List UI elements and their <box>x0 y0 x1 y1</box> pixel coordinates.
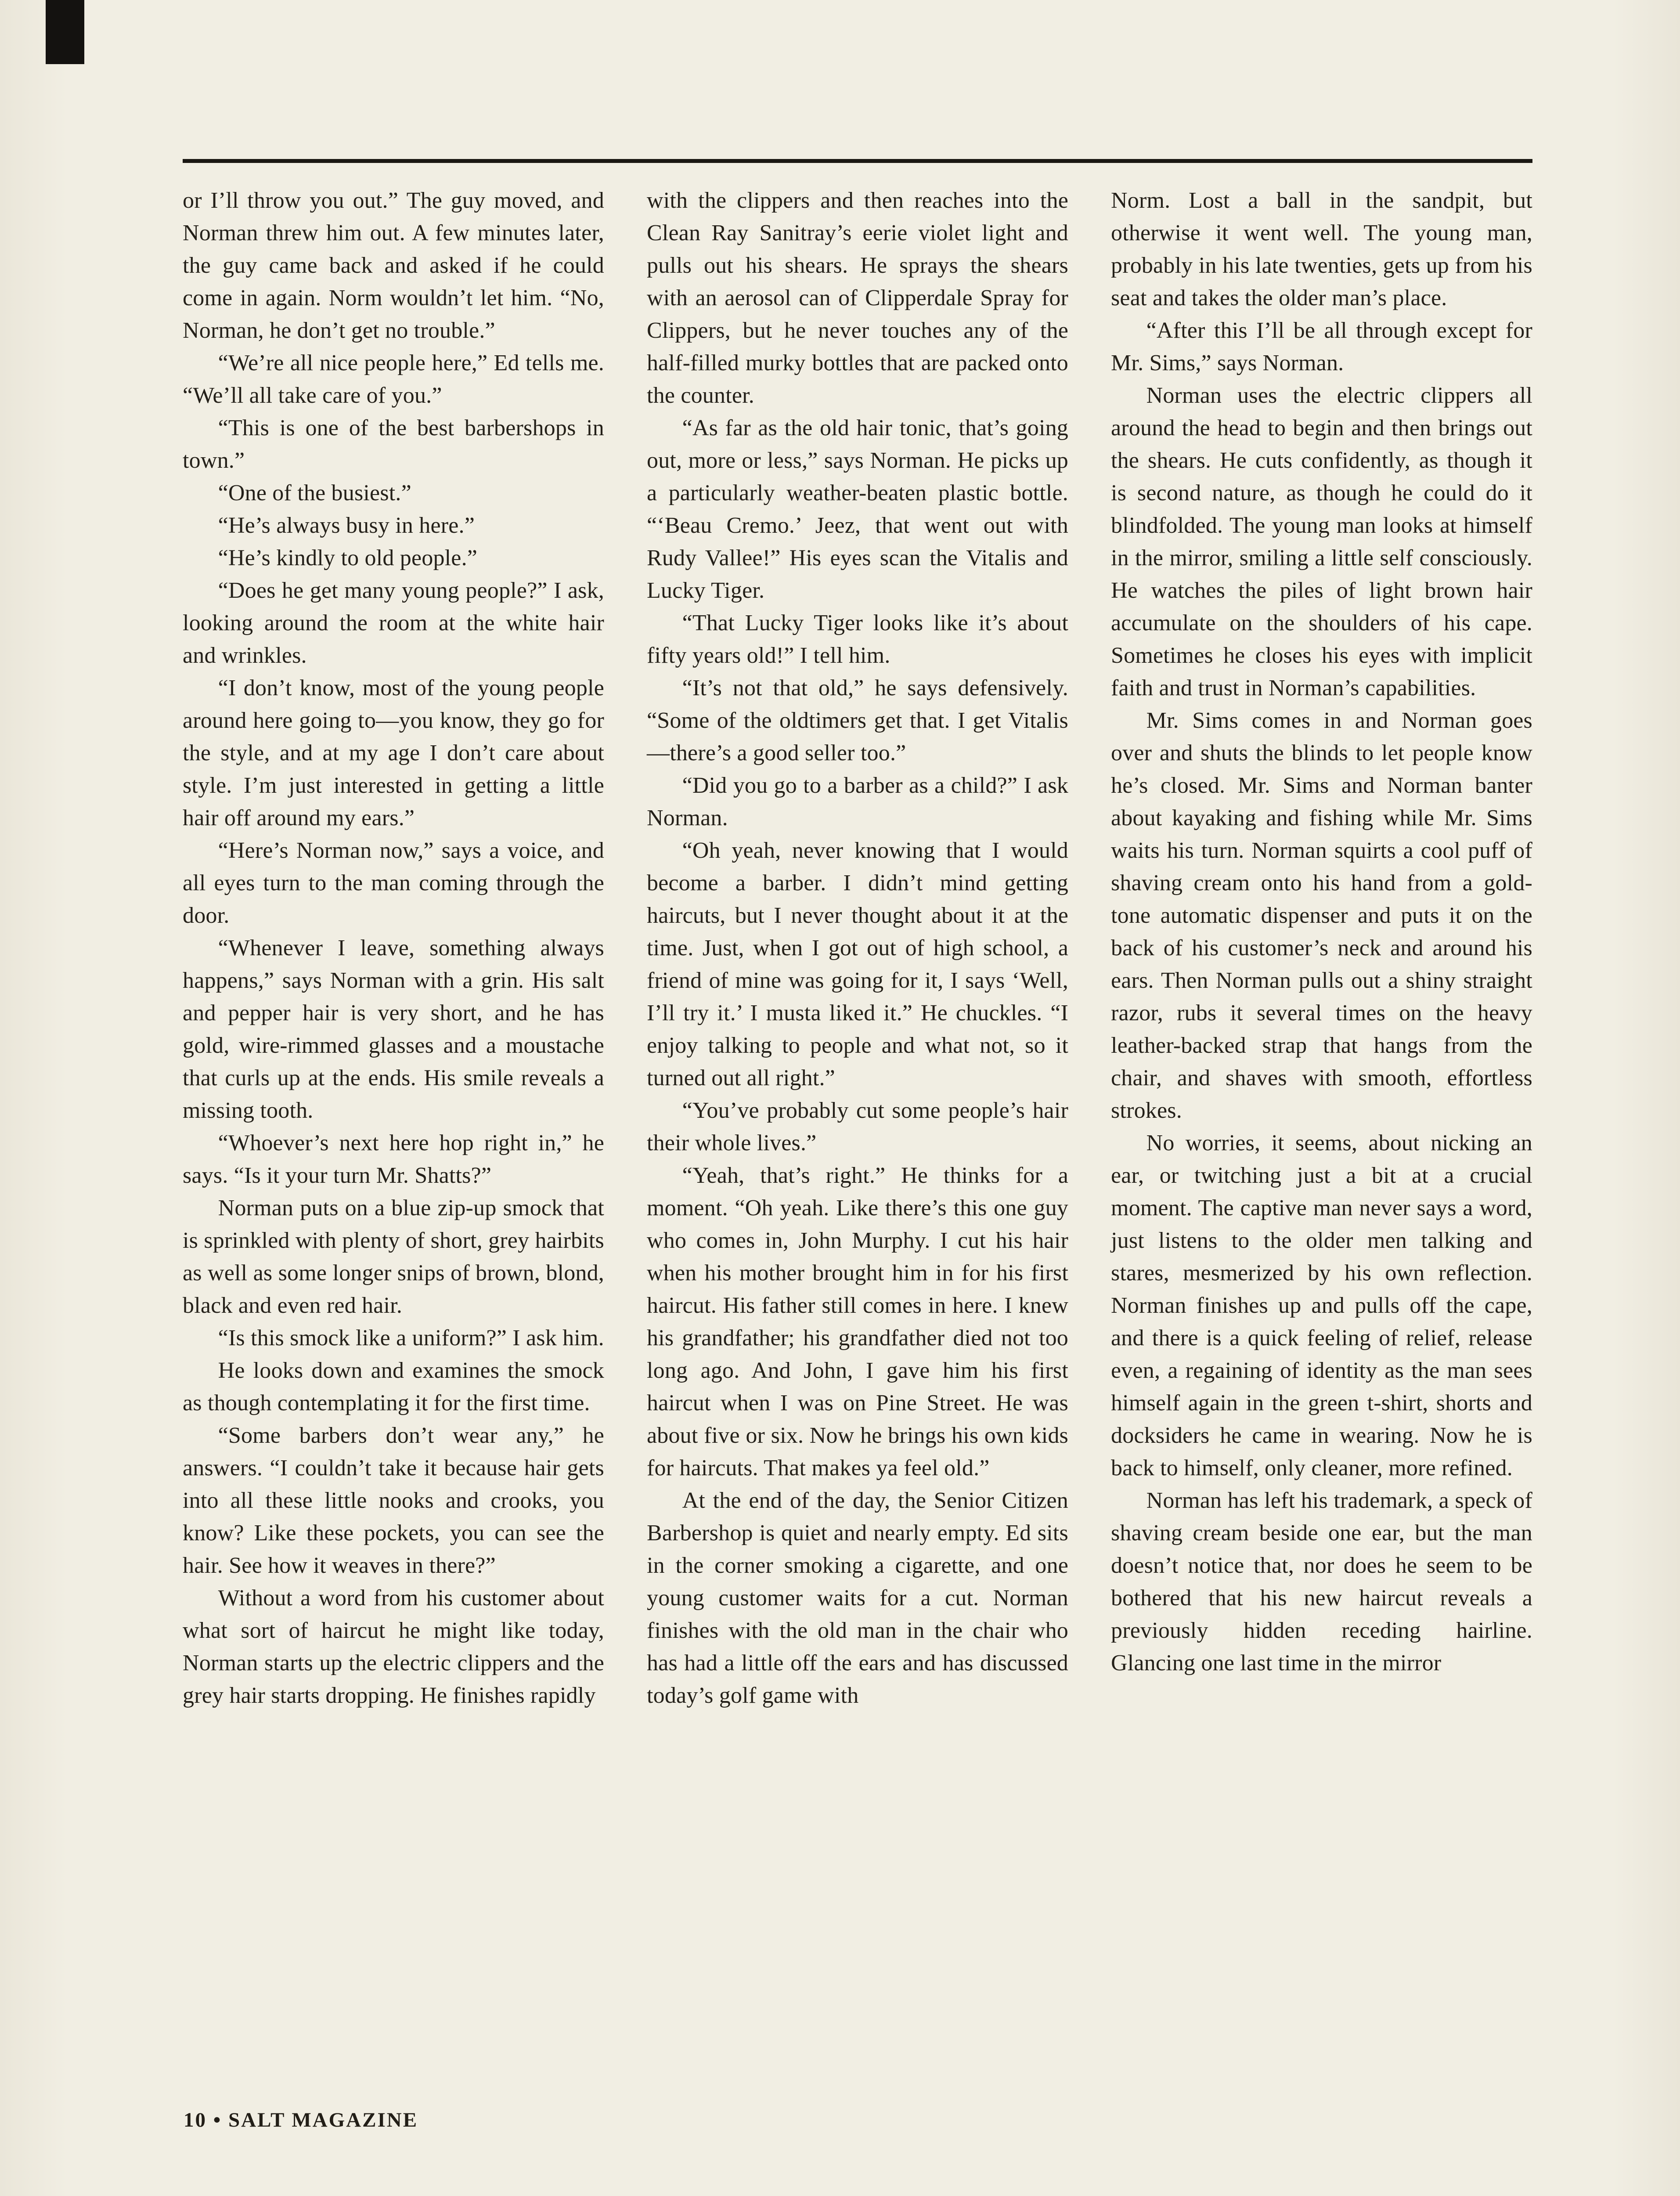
article-columns <box>183 184 1532 1712</box>
paragraph: “Whoever’s next here hop right in,” he says. “Is it your turn Mr. Shatts?” <box>183 1131 604 1188</box>
paragraph: “Yeah, that’s right.” He thinks for a moment. “Oh yeah. Like there’s this one guy who comes in, John Murphy. I cut his hair when his mother brought him in for his first haircut. His father still comes in here. I knew his grandfather; his grandfather died not too long ago. And John, I gave him his first haircut when I was on Pine Street. He was about five or six. Now he brings his own kids for haircuts. That makes ya feel old.” <box>647 1163 1068 1481</box>
paragraph: Without a word from his customer about what sort of haircut he might like today, Norman starts up the electric clippers and the grey hair starts dropping. He finishes rapidly <box>183 1586 604 1708</box>
paragraph: No worries, it seems, about nicking an ear, or twitching just a bit at a crucial moment. The captive man never says a word, just listens to the older men talking and stares, mesmerized by his own reflection. Norman finishes up and pulls off the cape, and there is a quick feeling of relief, release even, a regaining of identity as the man sees himself again in the green t-shirt, shorts and docksiders he came in wearing. Now he is back to himself, only cleaner, more refined. <box>1111 1131 1532 1481</box>
article-column-2 <box>647 184 1068 1712</box>
paragraph: Norman puts on a blue zip-up smock that is sprinkled with plenty of short, grey hairbits as well as some longer snips of brown, blond, black and even red hair. <box>183 1196 604 1318</box>
paragraph: “That Lucky Tiger looks like it’s about fifty years old!” I tell him. <box>647 610 1068 668</box>
paragraph: “Is this smock like a uniform?” I ask him. <box>218 1326 604 1351</box>
article-column-3 <box>1111 184 1532 1712</box>
paragraph: “This is one of the best barbershops in town.” <box>183 415 604 473</box>
paragraph: “After this I’ll be all through except for Mr. Sims,” says Norman. <box>1111 318 1532 376</box>
paragraph: with the clippers and then reaches into the Clean Ray Sanitray’s eerie violet light and pulls out his shears. He sprays the shears with an aerosol can of Clipperdale Spray for Clippers, but he never touches any of the half-filled murky bottles that are packed onto the counter. <box>647 188 1068 408</box>
paragraph: “You’ve probably cut some people’s hair their whole lives.” <box>647 1098 1068 1156</box>
paragraph: “Here’s Norman now,” says a voice, and all eyes turn to the man coming through the door. <box>183 838 604 928</box>
page-number-and-magazine-title: 10 • SALT MAGAZINE <box>184 2109 418 2131</box>
paragraph: “We’re all nice people here,” Ed tells me. “We’ll all take care of you.” <box>183 350 604 408</box>
paragraph: “Did you go to a barber as a child?” I ask Norman. <box>647 773 1068 831</box>
paragraph: At the end of the day, the Senior Citizen Barbershop is quiet and nearly empty. Ed sits in the corner smoking a cigarette, and one young customer waits for a cut. Norman finishes with the old man in the chair who has had a little off the ears and has discussed today’s golf game with <box>647 1488 1068 1708</box>
paragraph: “He’s always busy in here.” <box>218 513 475 538</box>
paragraph: “I don’t know, most of the young people around here going to—you know, they go for the style, and at my age I don’t care about style. I’m just interested in getting a little hair off around my ears.” <box>183 675 604 831</box>
paragraph: “Some barbers don’t wear any,” he answers. “I couldn’t take it because hair gets into all these little nooks and crooks, you know? Like these pockets, you can see the hair. See how it weaves in there?” <box>183 1423 604 1578</box>
paragraph: “Oh yeah, never knowing that I would become a barber. I didn’t mind getting haircuts, but I never thought about it at the time. Just, when I got out of high school, a friend of mine was going for it, I says ‘Well, I’ll try it.’ I musta liked it.” He chuckles. “I enjoy talking to people and what not, so it turned out all right.” <box>647 838 1068 1091</box>
print-registration-mark <box>46 0 84 64</box>
paragraph: Mr. Sims comes in and Norman goes over and shuts the blinds to let people know he’s closed. Mr. Sims and Norman banter about kayaking and fishing while Mr. Sims waits his turn. Norman squirts a cool puff of shaving cream onto his hand from a gold-tone automatic dispenser and puts it on the back of his customer’s neck and around his ears. Then Norman pulls out a shiny straight razor, rubs it several times on the heavy leather-backed strap that hangs from the chair, and shaves with smooth, effortless strokes. <box>1111 708 1532 1123</box>
paragraph: or I’ll throw you out.” The guy moved, and Norman threw him out. A few minutes later, the guy came back and asked if he could come in again. Norm wouldn’t let him. “No, Norman, he don’t get no trouble.” <box>183 188 604 343</box>
paragraph: Norman has left his trademark, a speck of shaving cream beside one ear, but the man doesn’t notice that, nor does he seem to be bothered that his new haircut reveals a previously hidden receding hairline. Glancing one last time in the mirror <box>1111 1488 1532 1676</box>
page-footer <box>184 2108 418 2132</box>
paragraph: Norm. Lost a ball in the sandpit, but otherwise it went well. The young man, probably in his late twenties, gets up from his seat and takes the older man’s place. <box>1111 188 1532 311</box>
paragraph: “One of the busiest.” <box>218 480 411 506</box>
paragraph: “He’s kindly to old people.” <box>218 545 478 571</box>
paragraph: Norman uses the electric clippers all around the head to begin and then brings out the shears. He cuts confidently, as though it is second nature, as though he could do it blindfolded. The young man looks at himself in the mirror, smiling a little self consciously. He watches the piles of light brown hair accumulate on the shoulders of his cape. Sometimes he closes his eyes with implicit faith and trust in Norman’s capabilities. <box>1111 383 1532 701</box>
paragraph: “It’s not that old,” he says defensively. “Some of the oldtimers get that. I get Vitalis—there’s a good seller too.” <box>647 675 1068 766</box>
paragraph: “As far as the old hair tonic, that’s going out, more or less,” says Norman. He picks up a particularly weather-beaten plastic bottle. “‘Beau Cremo.’ Jeez, that went out with Rudy Vallee!” His eyes scan the Vitalis and Lucky Tiger. <box>647 415 1068 603</box>
top-rule <box>183 159 1532 163</box>
paragraph: “Whenever I leave, something always happens,” says Norman with a grin. His salt and pepper hair is very short, and he has gold, wire-rimmed glasses and a moustache that curls up at the ends. His smile reveals a missing tooth. <box>183 935 604 1123</box>
paragraph: He looks down and examines the smock as though contemplating it for the first time. <box>183 1358 604 1416</box>
article-column-1 <box>183 184 604 1712</box>
paragraph: “Does he get many young people?” I ask, looking around the room at the white hair and wrinkles. <box>183 578 604 668</box>
